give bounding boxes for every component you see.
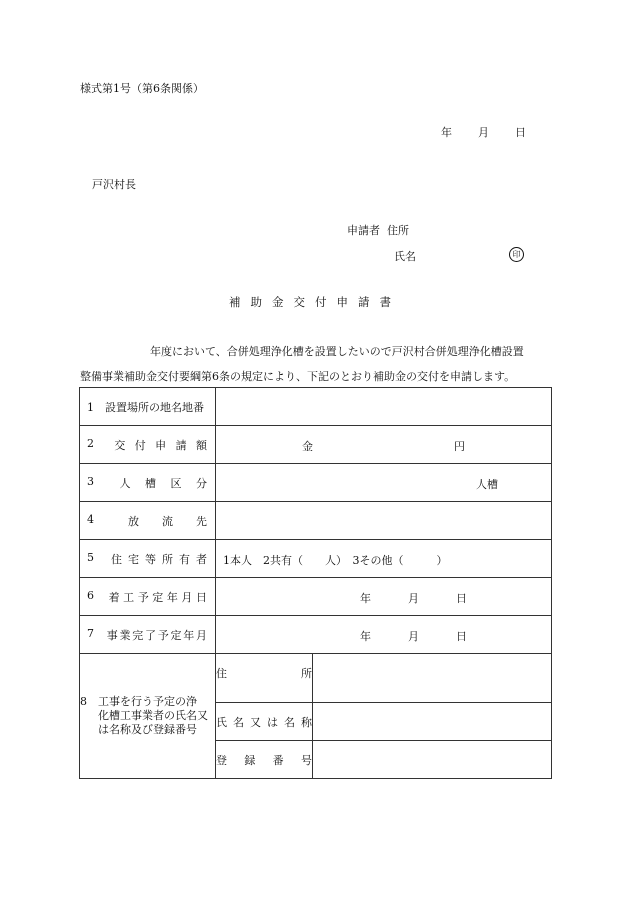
row-label: 6 着 工 予 定 年 月 日 [80, 578, 216, 616]
date-line [441, 126, 526, 139]
row-label: 5 住 宅 等 所 有 者 [80, 540, 216, 578]
body-text-line-2: 整備事業補助金交付要綱第6条の規定により、下記のとおり補助金の交付を申請します。 [80, 370, 516, 383]
address-label: 住所 [387, 224, 409, 237]
registration-number-label: 登 録 番 号 [216, 741, 313, 779]
row-value-field[interactable] [216, 502, 552, 540]
table-row [80, 616, 552, 654]
registration-number-field[interactable] [313, 741, 552, 779]
table-row [80, 654, 552, 703]
row-label: 1 設置場所の地名地番 [80, 388, 216, 426]
row-label: 7 事 業 完 了 予 定 年 月 [80, 616, 216, 654]
table-row [80, 464, 552, 502]
row-value-field[interactable]: 人槽 [216, 464, 552, 502]
contractor-address-field[interactable] [313, 654, 552, 703]
completion-date-field[interactable]: 年 月 日 [216, 616, 552, 654]
contractor-label: 8 工事を行う予定の浄 化槽工事業者の氏名又 は名称及び登録番号 [80, 654, 216, 779]
row-value-field[interactable]: 金 円 [216, 426, 552, 464]
body-text-line-1: 年度において、合併処理浄化槽を設置したいので戸沢村合併処理浄化槽設置 [150, 345, 524, 358]
contractor-name-field[interactable] [313, 703, 552, 741]
addressee: 戸沢村長 [92, 178, 136, 191]
applicant-address [347, 224, 409, 237]
row-value-field[interactable] [216, 388, 552, 426]
table-row [80, 540, 552, 578]
date-month: 月 [478, 126, 489, 139]
owner-type-field[interactable]: 1本人 2共有（ 人） 3その他（ ） [216, 540, 552, 578]
table-row [80, 578, 552, 616]
row-label: 3 人 槽 区 分 [80, 464, 216, 502]
contractor-name-label: 氏 名 又 は 名 称 [216, 703, 313, 741]
table-row [80, 502, 552, 540]
application-table [79, 387, 552, 779]
form-number: 様式第1号（第6条関係） [80, 82, 204, 95]
seal-icon: 印 [509, 247, 524, 262]
date-day: 日 [515, 126, 526, 139]
applicant-label: 申請者 [347, 224, 380, 237]
table-row [80, 388, 552, 426]
row-label: 2 交 付 申 請 額 [80, 426, 216, 464]
date-year: 年 [441, 126, 452, 139]
row-label: 4 放 流 先 [80, 502, 216, 540]
table-row [80, 426, 552, 464]
contractor-address-label: 住 所 [216, 654, 313, 703]
document-title: 補助金交付申請書 [229, 295, 401, 309]
start-date-field[interactable]: 年 月 日 [216, 578, 552, 616]
applicant-name-label: 氏名 [394, 250, 416, 263]
